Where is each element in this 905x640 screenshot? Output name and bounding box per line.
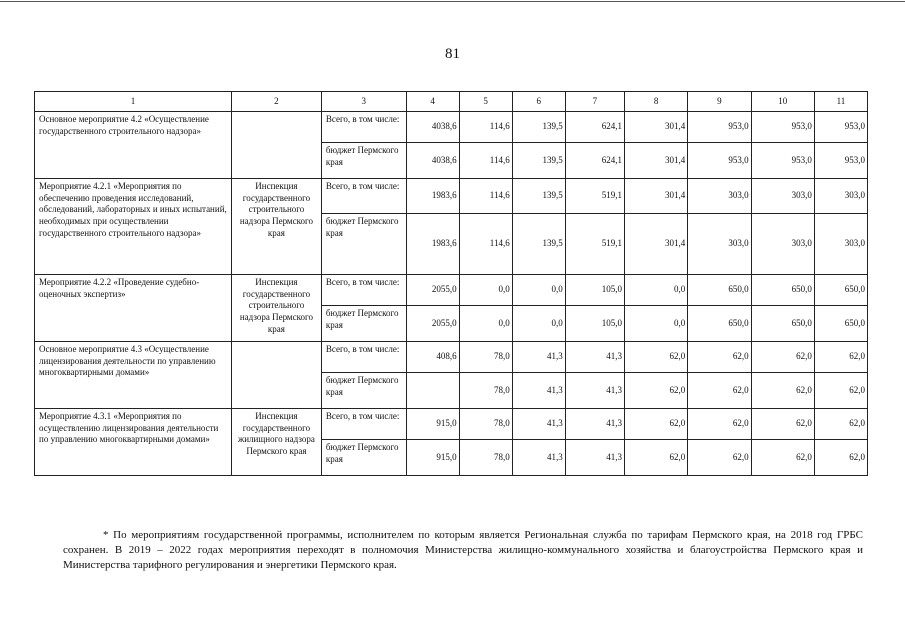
value-cell: 301,4 — [625, 214, 688, 275]
value-cell: 915,0 — [406, 409, 459, 440]
value-cell: 0,0 — [625, 306, 688, 342]
value-cell: 105,0 — [565, 306, 624, 342]
value-cell: 2055,0 — [406, 306, 459, 342]
column-header: 2 — [232, 92, 322, 112]
value-cell: 303,0 — [814, 214, 867, 275]
budget-label: бюджет Пермского края — [321, 440, 406, 476]
column-header: 11 — [814, 92, 867, 112]
event-description: Мероприятие 4.2.2 «Проведение судебно-оценочных экспертиз» — [35, 275, 232, 342]
executor-cell: Инспекция государственного строительного надзора Пермского края — [232, 179, 322, 275]
value-cell: 105,0 — [565, 275, 624, 306]
value-cell: 62,0 — [688, 342, 751, 373]
value-cell: 953,0 — [688, 143, 751, 179]
budget-label: бюджет Пермского края — [321, 306, 406, 342]
column-header: 6 — [512, 92, 565, 112]
value-cell: 650,0 — [814, 275, 867, 306]
value-cell: 624,1 — [565, 143, 624, 179]
value-cell: 78,0 — [459, 373, 512, 409]
value-cell: 62,0 — [625, 440, 688, 476]
value-cell: 2055,0 — [406, 275, 459, 306]
value-cell: 953,0 — [814, 112, 867, 143]
value-cell: 650,0 — [688, 306, 751, 342]
value-cell: 62,0 — [625, 373, 688, 409]
executor-cell — [232, 112, 322, 179]
value-cell: 62,0 — [814, 409, 867, 440]
page-number: 81 — [445, 46, 460, 62]
value-cell: 114,6 — [459, 143, 512, 179]
value-cell: 62,0 — [751, 440, 814, 476]
value-cell: 78,0 — [459, 342, 512, 373]
table-row-total — [35, 179, 868, 214]
value-cell: 41,3 — [565, 409, 624, 440]
table-row-total — [35, 409, 868, 440]
value-cell: 0,0 — [512, 306, 565, 342]
table-row-total — [35, 342, 868, 373]
value-cell: 41,3 — [512, 342, 565, 373]
value-cell: 650,0 — [751, 275, 814, 306]
value-cell: 4038,6 — [406, 143, 459, 179]
value-cell: 519,1 — [565, 179, 624, 214]
value-cell: 41,3 — [512, 440, 565, 476]
value-cell: 650,0 — [688, 275, 751, 306]
table-row-total — [35, 275, 868, 306]
value-cell: 114,6 — [459, 112, 512, 143]
total-label: Всего, в том числе: — [321, 275, 406, 306]
event-description: Основное мероприятие 4.2 «Осуществление государственного строительного надзора» — [35, 112, 232, 179]
value-cell: 78,0 — [459, 409, 512, 440]
value-cell: 953,0 — [751, 143, 814, 179]
value-cell: 0,0 — [625, 275, 688, 306]
table-header-row — [35, 92, 868, 112]
value-cell: 62,0 — [751, 342, 814, 373]
total-label: Всего, в том числе: — [321, 409, 406, 440]
value-cell: 301,4 — [625, 143, 688, 179]
value-cell: 303,0 — [688, 179, 751, 214]
budget-label: бюджет Пермского края — [321, 214, 406, 275]
value-cell: 62,0 — [688, 440, 751, 476]
total-label: Всего, в том числе: — [321, 112, 406, 143]
budget-label: бюджет Пермского края — [321, 143, 406, 179]
value-cell: 41,3 — [565, 373, 624, 409]
value-cell: 519,1 — [565, 214, 624, 275]
page-top-edge — [0, 1, 905, 2]
column-header: 5 — [459, 92, 512, 112]
value-cell: 41,3 — [565, 342, 624, 373]
value-cell: 114,6 — [459, 179, 512, 214]
value-cell: 301,4 — [625, 112, 688, 143]
value-cell: 4038,6 — [406, 112, 459, 143]
column-header: 4 — [406, 92, 459, 112]
total-label: Всего, в том числе: — [321, 342, 406, 373]
event-description: Основное мероприятие 4.3 «Осуществление лицензирования деятельности по управлению многоквартирными домами» — [35, 342, 232, 409]
value-cell: 953,0 — [751, 112, 814, 143]
value-cell: 1983,6 — [406, 179, 459, 214]
executor-cell — [232, 342, 322, 409]
value-cell — [406, 373, 459, 409]
value-cell: 953,0 — [814, 143, 867, 179]
value-cell: 41,3 — [512, 409, 565, 440]
value-cell: 62,0 — [751, 409, 814, 440]
value-cell: 62,0 — [625, 409, 688, 440]
value-cell: 0,0 — [459, 275, 512, 306]
value-cell: 41,3 — [512, 373, 565, 409]
column-header: 8 — [625, 92, 688, 112]
value-cell: 408,6 — [406, 342, 459, 373]
budget-label: бюджет Пермского края — [321, 373, 406, 409]
value-cell: 139,5 — [512, 179, 565, 214]
value-cell: 303,0 — [814, 179, 867, 214]
value-cell: 303,0 — [688, 214, 751, 275]
value-cell: 0,0 — [459, 306, 512, 342]
value-cell: 78,0 — [459, 440, 512, 476]
value-cell: 650,0 — [751, 306, 814, 342]
value-cell: 301,4 — [625, 179, 688, 214]
executor-cell: Инспекция государственного жилищного надзора Пермского края — [232, 409, 322, 476]
table-row-total — [35, 112, 868, 143]
event-description: Мероприятие 4.2.1 «Мероприятия по обеспечению проведения исследований, обследований, лабораторных и иных испытаний, необходимых при осуществлении государственного строительного надзора» — [35, 179, 232, 275]
column-header: 1 — [35, 92, 232, 112]
footnote: * По мероприятиям государственной программы, исполнителем по которым является Региональная служба по тарифам Пермского края, на 2018 год ГРБС сохранен. В 2019 – 2022 годах мероприятия переходят в полномочия Министерства жилищно-коммунального хозяйства и благоустройства Пермского края и Министерства тарифного регулирования и энергетики Пермского края. — [63, 529, 863, 571]
value-cell: 62,0 — [814, 440, 867, 476]
value-cell: 303,0 — [751, 179, 814, 214]
value-cell: 0,0 — [512, 275, 565, 306]
value-cell: 62,0 — [751, 373, 814, 409]
value-cell: 915,0 — [406, 440, 459, 476]
value-cell: 1983,6 — [406, 214, 459, 275]
value-cell: 139,5 — [512, 143, 565, 179]
value-cell: 62,0 — [688, 373, 751, 409]
value-cell: 624,1 — [565, 112, 624, 143]
value-cell: 303,0 — [751, 214, 814, 275]
column-header: 9 — [688, 92, 751, 112]
executor-cell: Инспекция государственного строительного надзора Пермского края — [232, 275, 322, 342]
event-description: Мероприятие 4.3.1 «Мероприятия по осуществлению лицензирования деятельности по управлению многоквартирными домами» — [35, 409, 232, 476]
budget-table — [34, 91, 868, 476]
value-cell: 114,6 — [459, 214, 512, 275]
value-cell: 62,0 — [688, 409, 751, 440]
total-label: Всего, в том числе: — [321, 179, 406, 214]
column-header: 10 — [751, 92, 814, 112]
column-header: 3 — [321, 92, 406, 112]
value-cell: 62,0 — [814, 373, 867, 409]
value-cell: 62,0 — [814, 342, 867, 373]
column-header: 7 — [565, 92, 624, 112]
value-cell: 139,5 — [512, 112, 565, 143]
value-cell: 650,0 — [814, 306, 867, 342]
value-cell: 62,0 — [625, 342, 688, 373]
value-cell: 953,0 — [688, 112, 751, 143]
value-cell: 41,3 — [565, 440, 624, 476]
value-cell: 139,5 — [512, 214, 565, 275]
